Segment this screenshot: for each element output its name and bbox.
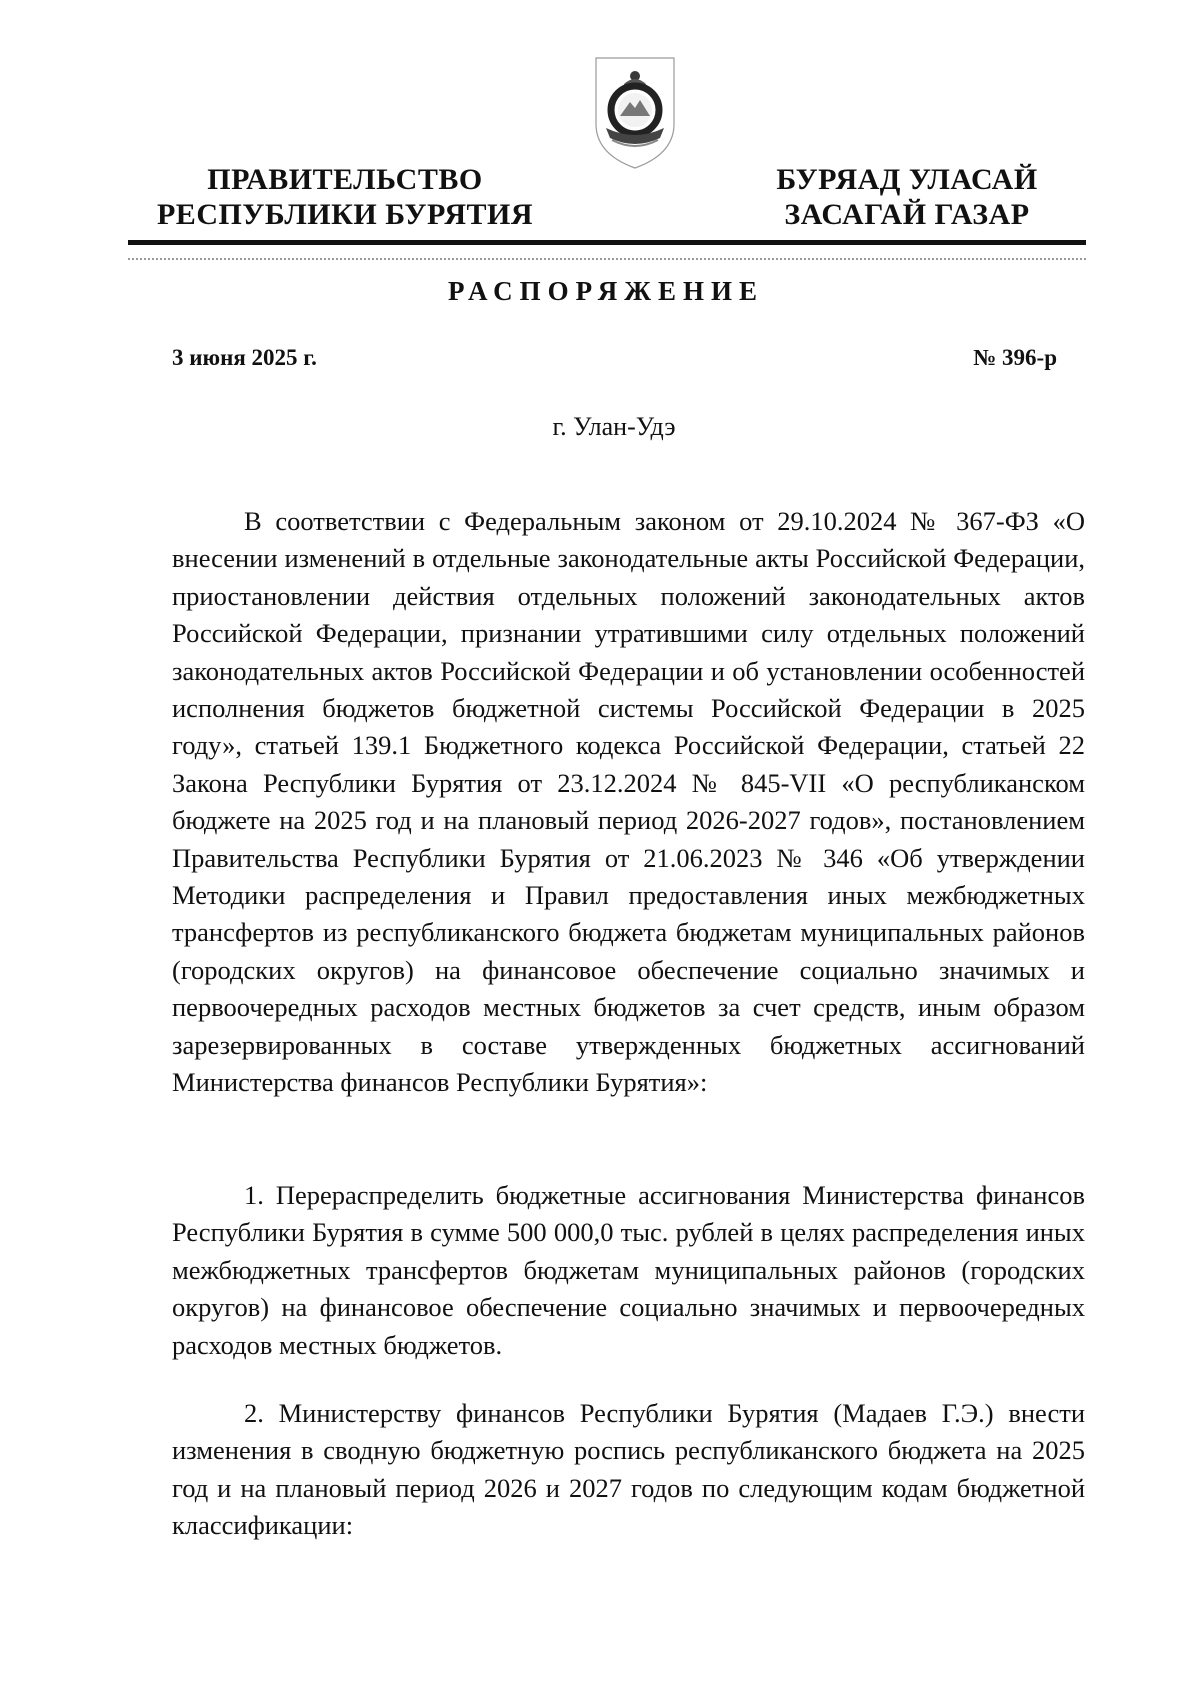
header-divider-dotted [128, 258, 1086, 260]
document-type-title: РАСПОРЯЖЕНИЕ [447, 276, 765, 306]
coat-of-arms-icon [590, 54, 680, 172]
org-right-line1: БУРЯАД УЛАСАЙ [776, 163, 1038, 196]
document-city: г. Улан-Удэ [552, 412, 676, 441]
preamble-paragraph: В соответствии с Федеральным законом от 29.10.2024 № 367-ФЗ «О внесении изменений в отдельные законодательные акты Российской Федерации, приостановлении действия отдельных положений законодательных актов Российской Федерации, признании утратившими силу отдельных положений законодательных актов Российской Федерации и об установлении особенностей исполнения бюджетов бюджетной системы Российской Федерации в 2025 году», статьей 139.1 Бюджетного кодекса Российской Федерации, статьей 22 Закона Республики Бурятия от 23.12.2024 № 845-VII «О республиканском бюджете на 2025 год и на плановый период 2026-2027 годов», постановлением Правительства Республики Бурятия от 21.06.2023 № 346 «Об утверждении Методики распределения и Правил предоставления иных межбюджетных трансфертов из республиканского бюджета бюджетам муниципальных районов (городских округов) на финансовое обеспечение социально значимых и первоочередных расходов местных бюджетов за счет средств, иным образом зарезервированных в составе утвержденных бюджетных ассигнований Министерства финансов Республики Бурятия»: [172, 506, 1085, 1098]
document-number: № 396-р [973, 345, 1057, 370]
clause-1-paragraph: 1. Перераспределить бюджетные ассигнования Министерства финансов Республики Бурятия в сумме 500 000,0 тыс. рублей в целях распределения иных межбюджетных трансфертов бюджетам муниципальных районов (городских округов) на финансовое обеспечение социально значимых и первоочередных расходов местных бюджетов. [172, 1180, 1085, 1360]
org-left-line2: РЕСПУБЛИКИ БУРЯТИЯ [156, 198, 534, 231]
government-name-buryat [752, 162, 1062, 232]
org-right-line2: ЗАСАГАЙ ГАЗАР [784, 198, 1030, 231]
org-left-line1: ПРАВИТЕЛЬСТВО [207, 163, 483, 196]
header-divider-thick [128, 240, 1086, 245]
clause-2-paragraph: 2. Министерству финансов Республики Бурятия (Мадаев Г.Э.) внести изменения в сводную бюджетную роспись республиканского бюджета на 2025 год и на плановый период 2026 и 2027 годов по следующим кодам бюджетной классификации: [172, 1398, 1085, 1541]
document-date: 3 июня 2025 г. [172, 345, 317, 370]
government-name-russian [150, 162, 540, 232]
